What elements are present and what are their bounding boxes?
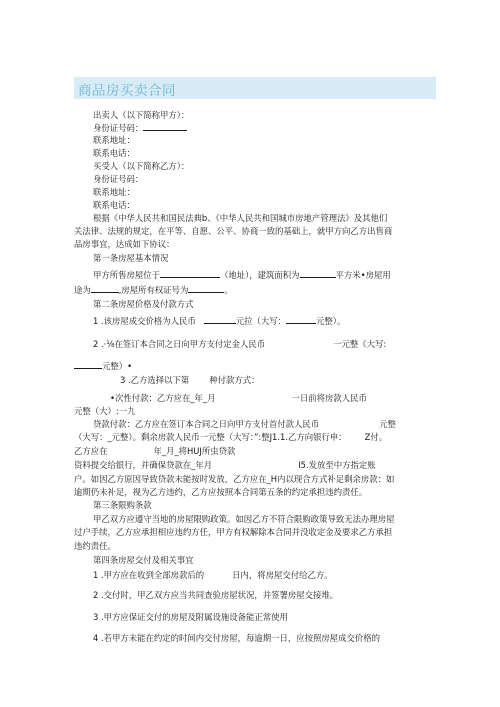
article-2-heading: 第二条房屋价格及付款方式 — [93, 299, 194, 309]
lump-sum-line — [110, 393, 367, 404]
buyer-phone-label: 联系电话： — [93, 200, 135, 210]
buyer-address-label: 联系地址： — [93, 187, 135, 197]
buyer-id-label: 身份证号码： — [93, 174, 144, 184]
document-title: 商品房买卖合同 — [78, 83, 176, 99]
payment-method-text: 种付款方式： — [209, 375, 260, 385]
location-blank — [160, 269, 220, 278]
price-line — [93, 315, 345, 327]
usage-blank — [91, 284, 119, 293]
preamble-line-1: 根据《中华人民共和国民法典b、《中华人民共和国城市房地产管理法》及其他们 — [93, 213, 388, 223]
article-1-heading: 第一条房屋基本情况 — [93, 253, 169, 263]
location-text: 甲方所售房屋位于 — [93, 270, 160, 280]
price-blank — [204, 315, 236, 324]
purchase-limit-line-2: 过户手续，乙方应承担相应违约方任，甲方有权解除本合同并没收定金及要求乙方承担 — [74, 527, 393, 537]
price-capital-blank — [286, 315, 316, 324]
loan-text-3b: 年_月_将HUJ所虫贷款 — [153, 446, 236, 456]
seller-id-blank — [143, 122, 187, 131]
area-blank — [300, 269, 336, 278]
article-4-heading: 第四条房屋交付及相关事宜 — [93, 555, 194, 565]
preamble-line-2: 关法律、法规的规定，在平等、自愿、公平、协商一致的基础上，就甲方向乙方出售商 — [74, 226, 393, 236]
loan-line-3 — [74, 446, 235, 457]
loan-line-2 — [74, 432, 387, 443]
loan-text-4a: 资料提交给银行，并确保贷款在_年月 — [74, 460, 213, 470]
delivery-line-1 — [93, 570, 333, 581]
lump-sum-amount-text: 一日前将房款人民币 — [291, 393, 367, 403]
seller-address-label: 联系地址： — [93, 135, 135, 145]
deposit-end-text: 元整）• — [102, 361, 133, 371]
purchase-limit-line-3: 违约责任。 — [74, 541, 116, 551]
price-text: 1 .该房屋成交价格为人民币 — [93, 316, 196, 326]
loan-text-1-end: 元整 — [379, 419, 396, 429]
loan-text-4b: I5.发放至中方指定账 — [298, 460, 376, 470]
usage-text: 平方米•房屋用 — [335, 270, 391, 280]
property-location-line — [93, 269, 391, 281]
loan-text-2: （大写：_元整）。剩余房款人民币一元整（大写：”:整J1.1.乙方向银行申： — [74, 432, 347, 442]
delivery-text-1a: 1 .甲方应在收到全部房款后的 — [93, 570, 205, 580]
delivery-line-4: 4 .若甲方未能在约定的时间内交付房屋，每逾期一日，应按照房屋成交价格的 — [93, 633, 381, 643]
period-mark: 。 — [224, 285, 233, 295]
loan-line-4 — [74, 460, 376, 471]
delivery-text-1b: 日内，将房屋交付给乙方。 — [232, 570, 333, 580]
preamble-line-3: 品房事宜，达成如下协议： — [74, 239, 175, 249]
loan-line-5: 户。如因乙方原因导致贷款未能按时发放，乙方应在_H内以现合方式补足剩余房款：如 — [74, 474, 395, 484]
deposit-text: 2 .·⅛在签订本合同之日向甲方支付定金人民币 — [93, 339, 266, 349]
delivery-line-3: 3 .甲方应保证交付的房屋及附属设施设备能正常使用 — [93, 612, 288, 622]
deposit-line — [93, 339, 386, 350]
price-capital-text: 元拉（大写： — [235, 316, 287, 326]
delivery-line-2: 2 .交付时，甲乙双方应当共同查验房屋状况，并签署房屋交接堆。 — [93, 590, 339, 600]
certificate-text: ,房屋所有权证号为 — [118, 285, 189, 295]
seller-phone-label: 联系电话： — [93, 148, 135, 158]
seller-id-label: 身份证号码： — [93, 123, 144, 133]
loan-text-2-end: Z付。 — [364, 432, 388, 442]
article-3-heading: 第三条限购条款 — [93, 500, 152, 510]
property-usage-line — [74, 284, 233, 296]
loan-line-1 — [93, 419, 396, 430]
title-banner — [74, 77, 436, 99]
area-text: （地址），建筑面积为 — [220, 270, 300, 280]
price-end-text: 元整）。 — [316, 316, 346, 326]
usage-label: 途为 — [74, 285, 91, 295]
payment-choice-text: 3 .乙方选择以下第 — [120, 375, 190, 385]
certificate-blank — [188, 284, 224, 293]
seller-label: 出卖人（以下简称甲方）： — [93, 110, 190, 120]
deposit-capital-blank — [74, 360, 102, 369]
loan-line-6: 逾期仍未补足，视为乙方违约，乙方应按照本合同第五条的约定承担违约责任。 — [74, 487, 368, 497]
lump-sum-text: •次性付款：乙方应在_年_月 — [110, 393, 216, 403]
buyer-label: 买受人（以下简称乙方）： — [93, 161, 190, 171]
seller-id-line — [93, 122, 187, 134]
loan-text-3a: 乙方应在 — [74, 446, 108, 456]
loan-text-1: 贷款付款：乙方应在签订本合同之日向甲方支付首付款人民币 — [93, 419, 320, 429]
purchase-limit-line-1: 甲乙双方应遵守当地的房屋限购政策。如因乙方不符合限购政策导致无法办理房屋 — [93, 514, 395, 524]
payment-method-line — [120, 375, 260, 386]
lump-sum-line-2: 元整（大）:一九 — [74, 406, 136, 416]
deposit-line-2 — [74, 360, 132, 372]
deposit-capital-text: 一元整《大写: — [333, 339, 387, 349]
